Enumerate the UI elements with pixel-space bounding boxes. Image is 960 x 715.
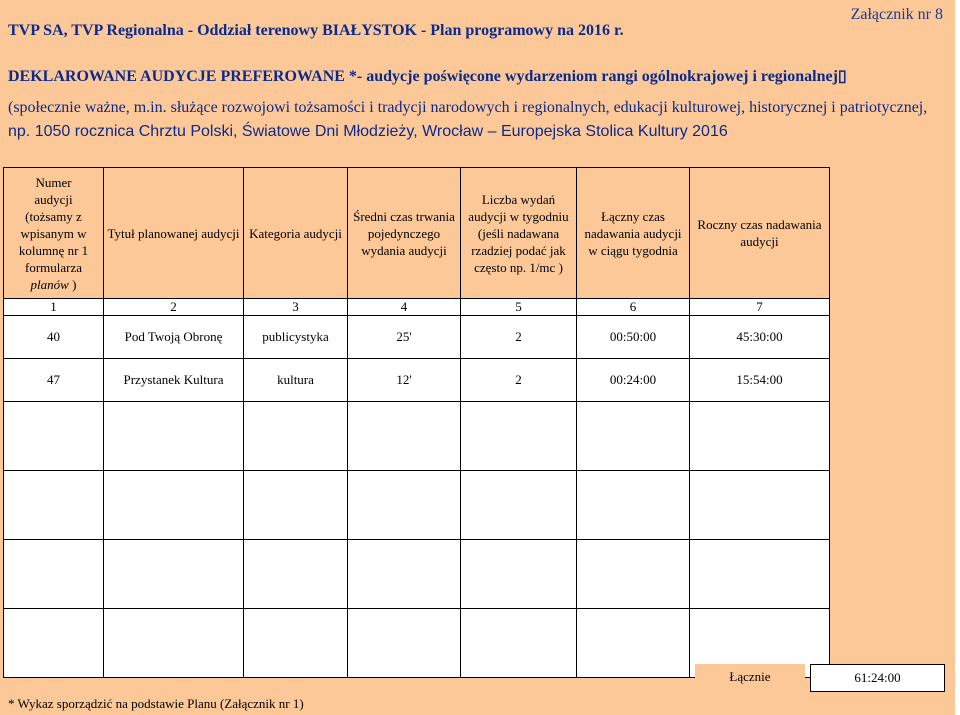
empty-row [4,402,830,471]
cell-title: Pod Twoją Obronę [104,316,244,359]
cell-duration: 25' [348,316,461,359]
empty-cell [461,609,577,678]
cell-number: 40 [4,316,104,359]
header-number-line: wpisanym w [20,225,87,241]
section-heading-text: DEKLAROWANE AUDYCJE PREFEROWANE *- audycje poświęcone wydarzeniom rangi ogólnokrajowej i regionalnej [8,68,838,85]
empty-cell [244,540,348,609]
empty-cell [577,540,690,609]
empty-cell [4,609,104,678]
empty-cell [104,471,244,540]
empty-cell [690,471,830,540]
cell-category: publicystyka [244,316,348,359]
empty-cell [4,540,104,609]
header-number-line: ) [68,276,77,292]
footnote: * Wykaz sporządzić na podstawie Planu (Załącznik nr 1) [8,696,304,711]
header-title: Tytuł planowanej audycji [104,168,244,299]
cell-annual-time: 45:30:00 [690,316,830,359]
column-number: 2 [104,299,244,316]
header-number-line: kolumnę nr 1 [18,242,89,258]
empty-cell [104,540,244,609]
programme-table [3,167,830,678]
cell-weekly-time: 00:24:00 [577,359,690,402]
table-header-row [4,168,830,299]
section-heading: DEKLAROWANE AUDYCJE PREFEROWANE *- audycje poświęcone wydarzeniom rangi ogólnokrajowej i regionalnej▯ [8,68,847,85]
empty-cell [244,402,348,471]
column-number: 4 [348,299,461,316]
empty-cell [4,471,104,540]
empty-cell [104,402,244,471]
cell-title: Przystanek Kultura [104,359,244,402]
empty-cell [461,540,577,609]
cell-number: 47 [4,359,104,402]
description-line-2: np. 1050 rocznica Chrztu Polski, Światowe Dni Młodzieży, Wrocław – Europejska Stolica Kultury 2016 [8,123,728,140]
cell-duration: 12' [348,359,461,402]
empty-cell [244,471,348,540]
cell-weekly-count: 2 [461,359,577,402]
annex-label: Załącznik nr 8 [850,6,943,23]
header-number-line: formularza [24,259,83,275]
page-title: TVP SA, TVP Regionalna - Oddział terenowy BIAŁYSTOK - Plan programowy na 2016 r. [8,22,624,39]
header-weekly-time: Łączny czas nadawania audycji w ciągu tygodnia [577,168,690,299]
empty-cell [461,402,577,471]
header-weekly-count: Liczba wydań audycji w tygodniu (jeśli nadawana rzadziej podać jak często np. 1/mc ) [461,168,577,299]
header-number-line: audycji [34,191,73,207]
description-line-1: (społecznie ważne, m.in. służące rozwojowi tożsamości i tradycji narodowych i regionalnych, edukacji kulturowej, historycznej i patriotycznej, [8,99,928,116]
empty-cell [577,471,690,540]
empty-cell [4,402,104,471]
table-row [4,316,830,359]
header-number [4,168,104,299]
header-number-line: Numer [35,174,72,190]
empty-cell [104,609,244,678]
table-row [4,359,830,402]
column-number: 7 [690,299,830,316]
total-value: 61:24:00 [810,664,945,692]
column-number: 1 [4,299,104,316]
empty-cell [348,402,461,471]
empty-cell [577,402,690,471]
empty-cell [577,609,690,678]
empty-cell [690,402,830,471]
empty-cell [690,540,830,609]
cell-weekly-time: 00:50:00 [577,316,690,359]
empty-cell [348,609,461,678]
empty-cell [348,471,461,540]
header-duration: Średni czas trwania pojedynczego wydania audycji [348,168,461,299]
cell-weekly-count: 2 [461,316,577,359]
header-annual-time: Roczny czas nadawania audycji [690,168,830,299]
column-number-row [4,299,830,316]
empty-cell [348,540,461,609]
empty-cell [461,471,577,540]
empty-row [4,540,830,609]
column-number: 6 [577,299,690,316]
header-number-line: (tożsamy z [25,208,82,224]
empty-row [4,471,830,540]
cell-category: kultura [244,359,348,402]
cell-annual-time: 15:54:00 [690,359,830,402]
column-number: 5 [461,299,577,316]
header-number-line: planów [30,276,69,292]
total-label: Łącznie [695,664,805,690]
header-category: Kategoria audycji [244,168,348,299]
section-description [8,96,948,144]
empty-cell [244,609,348,678]
column-number: 3 [244,299,348,316]
total-row [695,664,948,690]
